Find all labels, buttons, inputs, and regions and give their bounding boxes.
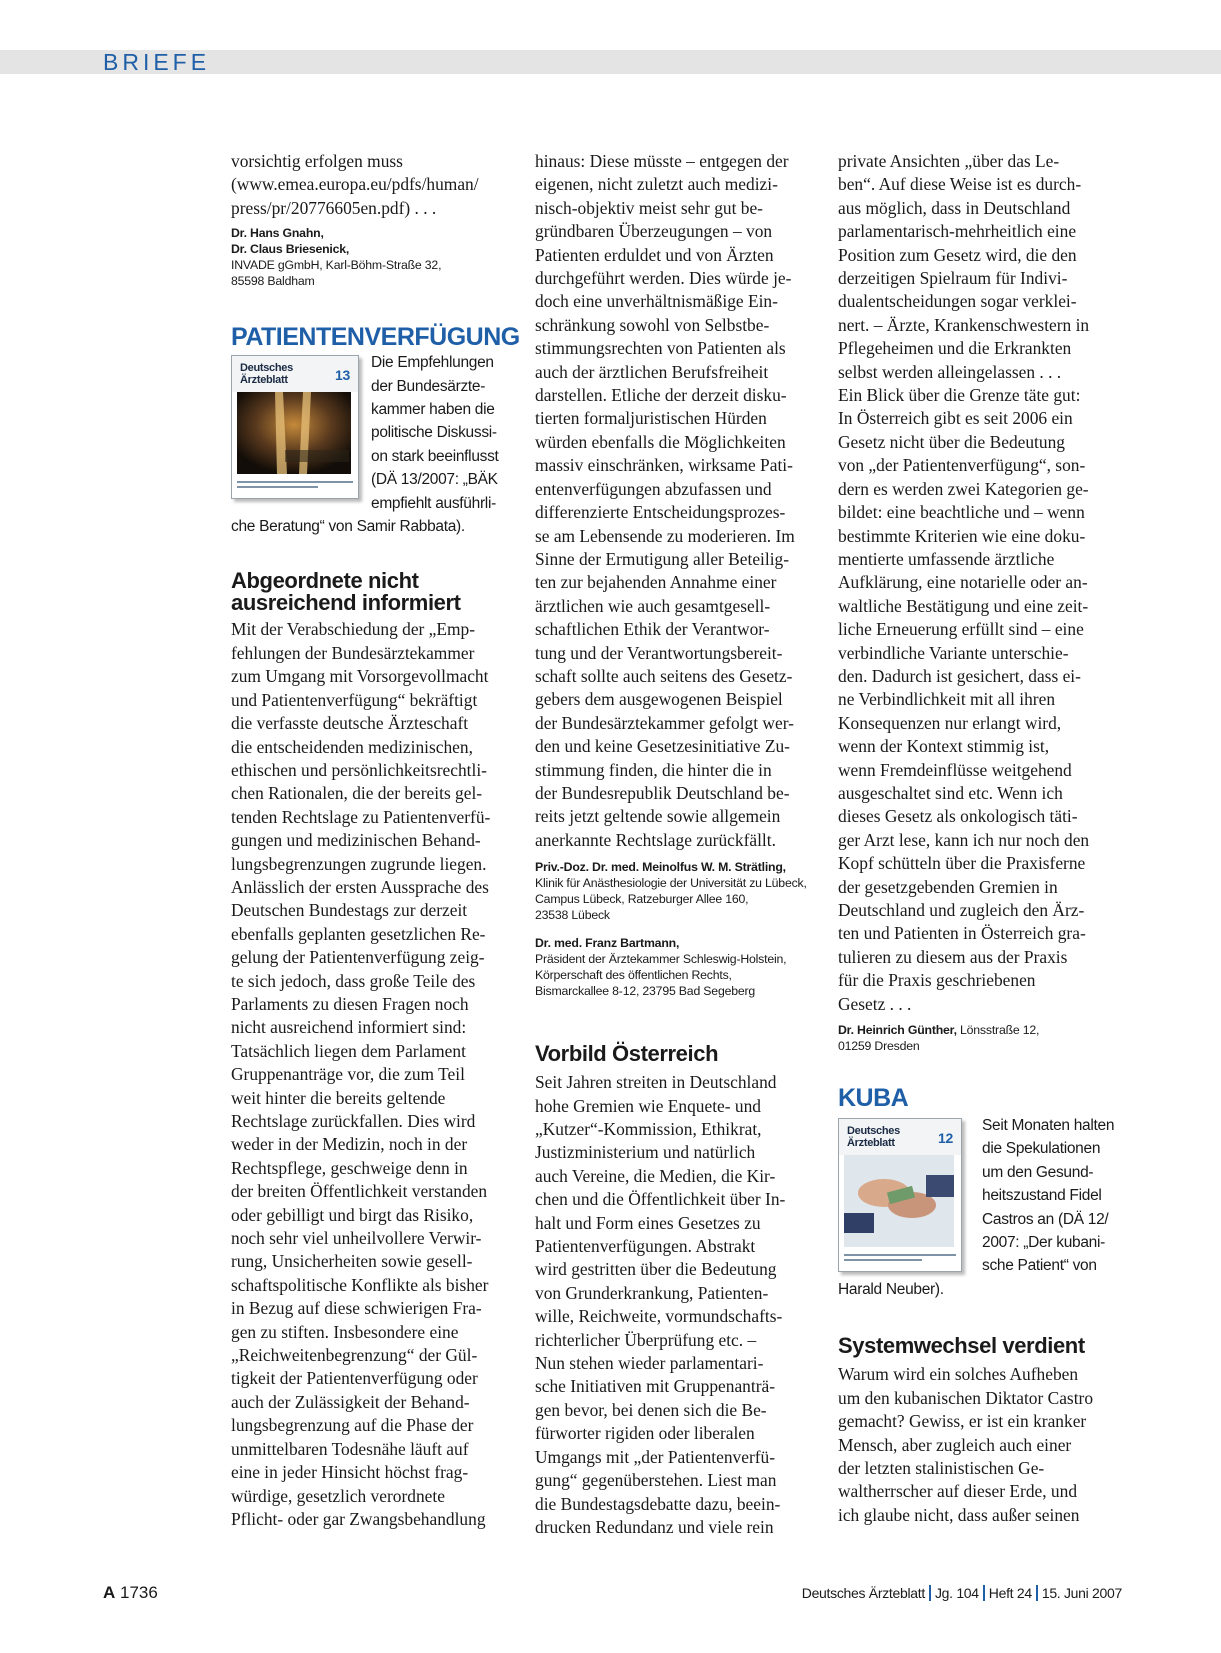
text-line: Seit Monaten halten [982, 1117, 1115, 1135]
text-line: Kopf schütteln über die Praxisferne [838, 853, 1086, 874]
text-line: se am Lebensende zu moderieren. Im [535, 525, 795, 546]
text-line: parlamentarisch-mehrheitlich eine [838, 221, 1077, 242]
text-line: dern es werden zwei Kategorien ge- [838, 478, 1089, 499]
text-line: Anlässlich der ersten Aussprache des [231, 876, 489, 897]
text-line: Die Empfehlungen [371, 354, 494, 372]
signature-guenther: Dr. Heinrich Günther, Lönsstraße 12, 01259 Dresden [838, 1023, 1040, 1054]
text-line: halt und Form eines Gesetzes zu [535, 1212, 761, 1233]
text-line: die entscheidenden medizinischen, [231, 736, 473, 757]
text-line: bildet: eine beachtliche und – wenn [838, 502, 1085, 523]
text-line: der gesetzgebenden Gremien in [838, 876, 1058, 897]
text-line: press/pr/20776605en.pdf) . . . [231, 197, 437, 218]
text-line: tulieren zu diesem aus der Praxis [838, 946, 1068, 967]
text-line: (www.emea.europa.eu/pdfs/human/ [231, 174, 479, 195]
text-line: durchgeführt werden. Dies würde je- [535, 268, 792, 289]
text-line: nert. – Ärzte, Krankenschwestern in [838, 314, 1090, 335]
text-line: ebenfalls geplanten gesetzlichen Re- [231, 923, 486, 944]
text-line: tierten formaljuristischen Hürden [535, 408, 767, 429]
text-line: chen und die Öffentlichkeit über In- [535, 1189, 786, 1210]
text-line: eine in jeder Hinsicht höchst frag- [231, 1462, 469, 1483]
text-line: waltliche Bestätigung und eine zeit- [838, 595, 1089, 616]
text-line: würden ebenfalls die Möglichkeiten [535, 431, 786, 452]
topic-heading-patientenverfuegung: PATIENTENVERFÜGUNG [231, 323, 520, 352]
text-line: ausreichend informiert [231, 590, 461, 616]
topic-intro-patientenverfuegung [231, 351, 515, 538]
text-line: wenn der Kontext stimmig ist, [838, 736, 1050, 757]
text-line: doch eine unverhältnismäßige Ein- [535, 291, 778, 312]
text-line: und Patientenverfügung“ bekräftigt [231, 689, 478, 710]
text-line: Aufklärung, eine notarielle oder an- [838, 572, 1088, 593]
text-line: sche Patient“ von [982, 1257, 1097, 1275]
text-line: ethischen und persönlichkeitsrechtli- [231, 759, 487, 780]
text-line: Konsequenzen nur erlangt wird, [838, 712, 1062, 733]
text-line: auch der Zulässigkeit der Behand- [231, 1391, 470, 1412]
text-line: liche Erneuerung erfüllt sind – eine [838, 619, 1084, 640]
letter-text-abgeordnete [231, 618, 515, 1531]
subheading-vorbild-oesterreich: Vorbild Österreich [535, 1041, 719, 1067]
text-line: tenden Rechtslage zu Patientenverfü- [231, 806, 491, 827]
text-line: lungsbegrenzung auf die Phase der [231, 1415, 474, 1436]
text-line: Ein Blick über die Grenze täte gut: [838, 385, 1081, 406]
text-line: Rechtspflege, geschweige denn in [231, 1157, 468, 1178]
text-line: reits jetzt geltende sowie allgemein [535, 806, 781, 827]
text-line: gungen und medizinischen Behand- [231, 830, 481, 851]
letter-text-continued [231, 150, 515, 220]
text-line: weit hinter die bereits geltende [231, 1087, 446, 1108]
text-line: um den Gesund- [982, 1163, 1094, 1181]
text-line: Gesetz . . . [838, 993, 912, 1014]
text-line: die Spekulationen [982, 1140, 1101, 1158]
text-line: (DÄ 13/2007: „BÄK [371, 471, 498, 489]
text-line: gen bevor, bei denen sich die Be- [535, 1399, 767, 1420]
text-line: lungsbegrenzungen zugrunde liegen. [231, 853, 487, 874]
text-line: Castros an (DÄ 12/ [982, 1210, 1109, 1228]
text-line: „Reichweitenbegrenzung“ der Gül- [231, 1345, 478, 1366]
topic-heading-kuba: KUBA [838, 1084, 909, 1113]
text-line: nicht ausreichend informiert sind: [231, 1017, 467, 1038]
text-line: Deutschen Bundestags zur derzeit [231, 900, 468, 921]
text-line: dieses Gesetz als onkologisch täti- [838, 806, 1078, 827]
text-line: aus möglich, dass in Deutschland [838, 197, 1071, 218]
text-line: der Bundesärzte- [371, 377, 486, 395]
cover-image-legs [237, 392, 353, 474]
text-line: ärztlichen wie auch gesamtgesell- [535, 595, 771, 616]
text-line: von Grunderkrankung, Patienten- [535, 1282, 769, 1303]
text-line: ger Arzt lese, kann ich nur noch den [838, 829, 1090, 850]
text-line: 2007: „Der kubani- [982, 1234, 1105, 1252]
text-line: „Kutzer“-Kommission, Ethikrat, [535, 1119, 762, 1139]
text-line: noch sehr viel unheilvollere Verwir- [231, 1228, 482, 1249]
text-line: ten und Patienten in Österreich gra- [838, 923, 1086, 944]
text-line: Warum wird ein solches Aufheben [838, 1364, 1079, 1385]
text-line: entenverfügungen abzufassen und [535, 478, 772, 499]
text-line: Nun stehen wieder parlamentari- [535, 1353, 764, 1374]
text-line: Position zum Gesetz wird, die den [838, 244, 1077, 265]
text-line: Seit Jahren streiten in Deutschland [535, 1072, 777, 1093]
text-line: dualentscheidungen sogar verklei- [838, 291, 1077, 312]
text-line: wird gestritten über die Bedeutung [535, 1259, 777, 1280]
text-line: kammer haben die [371, 401, 495, 419]
text-line: verbindliche Variante unterschie- [838, 642, 1069, 663]
letter-text-continued-2 [535, 150, 819, 852]
text-line: der letzten stalinistischen Ge- [838, 1457, 1045, 1478]
text-line: weder in der Medizin, noch in der [231, 1134, 468, 1155]
text-line: gründbaren Überzeugungen – von [535, 221, 773, 242]
text-line: hohe Gremien wie Enquete- und [535, 1095, 762, 1116]
text-line: private Ansichten „über das Le- [838, 151, 1060, 171]
text-line: gebers dem ausgewogenen Beispiel [535, 689, 783, 710]
column-3 [838, 150, 1124, 1527]
text-line: ten zur bejahenden Annahme einer [535, 572, 777, 593]
text-line: stimmung finden, die hinter die in [535, 759, 772, 780]
text-line: der Bundesärztekammer gefolgt wer- [535, 712, 794, 733]
text-line: mentierte umfassende ärztliche [838, 548, 1055, 569]
text-line: tung und der Verantwortungsbereit- [535, 642, 783, 663]
text-line: schaft sollte auch seitens des Gesetz- [535, 665, 793, 686]
text-line: Patientenverfügungen. Abstrakt [535, 1236, 756, 1257]
text-line: gung“ gegenüberstehen. Liest man [535, 1470, 777, 1491]
text-line: tigkeit der Patientenverfügung oder [231, 1368, 478, 1389]
text-line: schränkung sowohl von Selbstbe- [535, 314, 770, 335]
text-line: für die Praxis geschriebenen [838, 970, 1036, 991]
subheading-abgeordnete [231, 570, 515, 614]
text-line: politische Diskussi- [371, 424, 497, 442]
text-line: nisch-objektiv meist sehr gut be- [535, 197, 763, 218]
text-line: In Österreich gibt es seit 2006 ein [838, 408, 1073, 429]
letter-text-continued-3 [838, 150, 1124, 1016]
page-number: A 1736 [103, 1583, 158, 1602]
text-line: derzeitigen Spielraum für Indivi- [838, 268, 1068, 289]
text-line: empfiehlt ausführli- [371, 494, 496, 512]
text-line: den. Dadurch ist gesichert, dass ei- [838, 665, 1081, 686]
text-line: vorsichtig erfolgen muss [231, 151, 403, 171]
text-line: der breiten Öffentlichkeit verstanden [231, 1181, 488, 1202]
text-line: Parlaments zu diesen Fragen noch [231, 993, 469, 1014]
text-line: Rechtslage zurückfallen. Dies wird [231, 1111, 476, 1131]
text-line: den und keine Gesetzesinitiative Zu- [535, 736, 790, 757]
text-line: richterlicher Überprüfung etc. – [535, 1329, 757, 1350]
text-line: rung, Unsicherheiten sowie gesell- [231, 1251, 473, 1272]
magazine-cover-12: Deutsches Ärzteblatt 12 [838, 1118, 962, 1272]
text-line: Umgangs mit „der Patientenverfü- [535, 1446, 776, 1467]
text-line: Patienten erduldet und von Ärzten [535, 244, 774, 265]
text-line: zum Umgang mit Vorsorgevollmacht [231, 666, 489, 687]
text-line: Tatsächlich liegen dem Parlament [231, 1040, 466, 1061]
text-line: Pflegeheimen und die Erkrankten [838, 338, 1072, 359]
text-line: ne Verbindlichkeit mit all ihren [838, 689, 1056, 710]
text-line: selbst werden alleingelassen . . . [838, 361, 1062, 382]
text-line: die verfasste deutsche Ärzteschaft [231, 713, 469, 734]
text-line: sche Initiativen mit Gruppenanträ- [535, 1376, 776, 1397]
text-line: Gesetz nicht über die Bedeutung [838, 431, 1065, 452]
text-line: anerkannte Rechtslage zurückfällt. [535, 829, 776, 850]
text-line: der Bundesrepublik Deutschland be- [535, 782, 790, 803]
text-line: Harald Neuber). [838, 1280, 944, 1298]
text-line: differenzierte Entscheidungsprozes- [535, 502, 786, 523]
text-line: Mensch, aber zugleich auch einer [838, 1434, 1072, 1455]
text-line: unmittelbaren Todesnähe läuft auf [231, 1438, 469, 1459]
topic-intro-kuba [838, 1114, 1124, 1301]
text-line: drucken Redundanz und viele rein [535, 1516, 774, 1537]
text-line: wenn Fremdeinflüsse weitgehend [838, 759, 1072, 780]
text-line: te sich jedoch, dass große Teile des [231, 970, 476, 991]
text-line: auch Vereine, die Medien, die Kir- [535, 1165, 776, 1186]
text-line: stimmungsrechten von Patienten als [535, 338, 786, 359]
text-line: eigenen, nicht zuletzt auch medizi- [535, 174, 778, 195]
text-line: waltherrscher auf dieser Erde, und [838, 1481, 1078, 1502]
text-line: in Bezug auf diese schwierigen Fra- [231, 1298, 482, 1319]
text-line: Justizministerium und natürlich [535, 1142, 756, 1163]
text-line: von „der Patientenverfügung“, son- [838, 455, 1086, 476]
text-line: heitszustand Fidel [982, 1187, 1102, 1205]
text-line: würdige, gesetzlich verordnete [231, 1485, 445, 1506]
text-line: fürworter rigiden oder liberalen [535, 1423, 755, 1444]
text-line: Gruppenanträge vor, die zum Teil [231, 1064, 465, 1085]
text-line: ben“. Auf diese Weise ist es durch- [838, 174, 1082, 195]
journal-footer: Deutsches Ärzteblatt Jg. 104 Heft 24 15. Juni 2007 [801, 1585, 1122, 1601]
text-line: massiv einschränken, wirksame Pati- [535, 455, 793, 476]
text-line: Sinne der Ermutigung aller Beteilig- [535, 548, 790, 569]
column-1 [231, 150, 520, 1531]
column-2 [535, 150, 819, 1539]
text-line: gemacht? Gewiss, er ist ein kranker [838, 1411, 1087, 1432]
text-line: hinaus: Diese müsste – entgegen der [535, 151, 789, 171]
text-line: Mit der Verabschiedung der „Emp- [231, 619, 476, 640]
signature-straetling: Priv.-Doz. Dr. med. Meinolfus W. M. Strätling, Klinik für Anästhesiologie der Universität zu Lübeck, Campus Lübeck, Ratzeburger Allee 160, 23538 Lübeck [535, 860, 807, 923]
text-line: auch der ärztlichen Berufsfreiheit [535, 361, 769, 382]
text-line: um den kubanischen Diktator Castro [838, 1387, 1094, 1408]
letter-text-oesterreich [535, 1071, 819, 1539]
subheading-systemwechsel: Systemwechsel verdient [838, 1333, 1085, 1359]
text-line: ich glaube nicht, dass außer seinen [838, 1504, 1080, 1525]
text-line: schaftspolitische Konflikte als bisher [231, 1274, 489, 1295]
cover-image-hands-money [844, 1155, 956, 1247]
text-line: schaftlichen Ethik der Verantwor- [535, 619, 770, 640]
text-line: die Bundestagsdebatte dazu, beein- [535, 1493, 781, 1514]
text-line: Pflicht- oder gar Zwangsbehandlung [231, 1508, 486, 1529]
text-line: Abgeordnete nicht [231, 568, 419, 594]
signature-bartmann: Dr. med. Franz Bartmann, Präsident der Ärztekammer Schleswig-Holstein, Körperschaft des öffentlichen Rechts, Bismarckallee 8-12, 23795 Bad Segeberg [535, 936, 787, 999]
magazine-cover-13: Deutsches Ärzteblatt 13 [231, 355, 359, 499]
text-line: Deutschland und zugleich den Ärz- [838, 900, 1085, 920]
text-line: ausgeschaltet sind etc. Wenn ich [838, 782, 1063, 803]
text-line: chen Rationalen, die der bereits gel- [231, 783, 483, 804]
text-line: gen zu stiften. Insbesondere eine [231, 1321, 459, 1342]
text-line: che Beratung“ von Samir Rabbata). [231, 518, 465, 536]
signature-gnahn-briesenick: Dr. Hans Gnahn, Dr. Claus Briesenick, INVADE gGmbH, Karl-Böhm-Straße 32, 85598 Baldham [231, 226, 442, 289]
text-line: darstellen. Etliche der derzeit disku- [535, 385, 787, 406]
text-line: on stark beeinflusst [371, 447, 499, 465]
text-line: bestimmte Kriterien wie eine doku- [838, 525, 1086, 546]
letter-text-kuba [838, 1363, 1124, 1527]
text-line: fehlungen der Bundesärztekammer [231, 642, 475, 663]
text-line: oder gebilligt und birgt das Risiko, [231, 1204, 474, 1225]
text-line: gelung der Patientenverfügung zeig- [231, 947, 485, 968]
text-line: wille, Reichweite, vormundschafts- [535, 1306, 783, 1327]
section-label: BRIEFE [103, 49, 211, 75]
